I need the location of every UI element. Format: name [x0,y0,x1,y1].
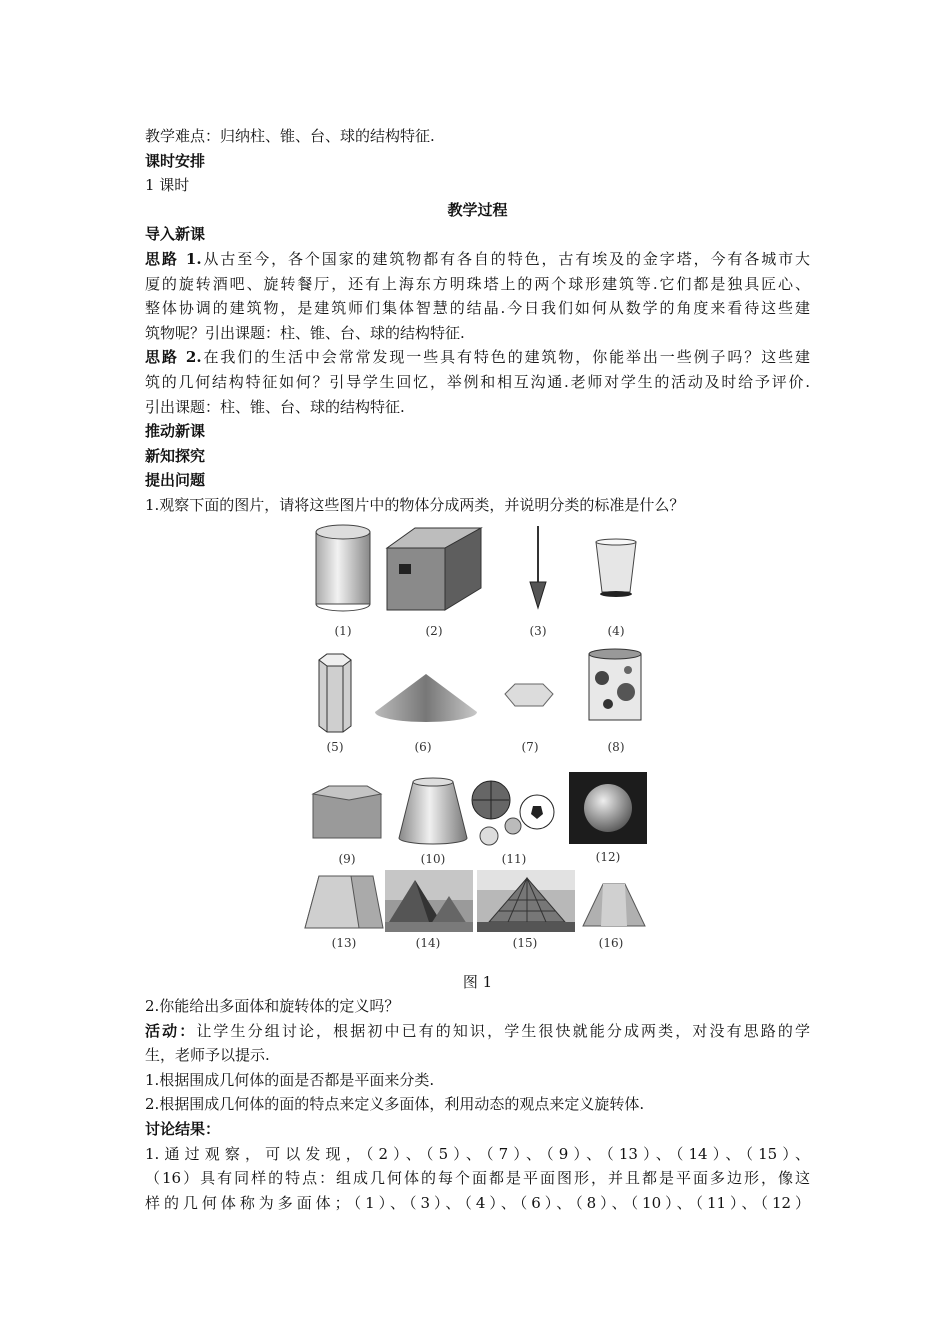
idea2-line-2: 筑的几何结构特征如何？引导学生回忆，举例和相互沟通.老师对学生的活动及时给予评价. [145,372,810,391]
glass-pyramid-photo [477,870,575,932]
process-heading: 教学过程 [447,200,508,219]
figure-label-14: (14) [415,935,441,950]
figure-caption: 图 1 [462,972,493,991]
pyramidal-frustum-image [303,874,385,930]
figure-label-1: (1) [334,623,352,638]
figure-label-7: (7) [521,739,539,754]
figure-label-2: (2) [425,623,443,638]
question-2: 2.你能给出多面体和旋转体的定义吗？ [145,997,400,1016]
document-page [145,124,810,1215]
balls-image [471,778,557,848]
cup-image [593,538,639,600]
hexagonal-prism-image [313,652,357,734]
idea1-text-a: 从古至今，各个国家的建筑物都有各自的特色，古有埃及的金字塔，今有各城市大 [201,249,810,268]
figure-label-12: (12) [595,849,621,864]
figure-label-16: (16) [598,935,624,950]
result-1-line-1: 1.通过观察，可以发现，（2）、（5）、（7）、（9）、（13）、（14）、（15）、 [145,1144,810,1163]
figure-label-9: (9) [338,851,356,866]
figure-label-10: (10) [420,851,446,866]
activity-line-1 [145,1019,810,1044]
figure-label-5: (5) [326,739,344,754]
intro-heading: 导入新课 [145,225,206,244]
square-frustum-image [581,882,647,928]
result-1-line-2: （16）具有同样的特点：组成几何体的每个面都是平面图形，并且都是平面多边形，像这 [145,1169,810,1188]
result-1-line-3: 样的几何体称为多面体；（1）、（3）、（4）、（6）、（8）、（10）、（11）、（12） [145,1193,810,1212]
idea1-line-3: 整体协调的建筑物，是建筑师们集体智慧的结晶.今日我们如何从数学的角度来看待这些建 [145,299,810,318]
cylinder-image [313,524,373,614]
activity-text-a: 让学生分组讨论，根据初中已有的知识，学生很快就能分成两类，对没有思路的学 [196,1021,810,1040]
decorated-jar-image [586,648,644,726]
figure-1 [145,522,810,962]
idea1-line-1 [145,247,810,272]
discussion-heading: 讨论结果： [145,1120,221,1139]
activity-line-2: 生，老师予以提示. [145,1046,270,1065]
explore-heading: 新知探究 [145,446,206,465]
hint-2: 2.根据围成几何体的面的特点来定义多面体，利用动态的观点来定义旋转体. [145,1095,645,1114]
question-heading: 提出问题 [145,471,206,490]
figure-label-15: (15) [512,935,538,950]
advance-heading: 推动新课 [145,422,206,441]
idea2-line-3: 引出课题：柱、锥、台、球的结构特征. [145,397,405,416]
pentagonal-prism-image [309,784,385,844]
hexagonal-tile-image [503,682,555,708]
figure-label-3: (3) [529,623,547,638]
teaching-difficulty: 教学难点：归纳柱、锥、台、球的结构特征. [145,127,435,145]
activity-label: 活动： [145,1021,197,1040]
idea1-line-2: 厦的旋转酒吧、旋转餐厅，还有上海东方明珠塔上的两个球形建筑等.它们都是独具匠心、 [145,274,810,293]
plumb-bob-image [528,526,548,610]
box-image [385,526,485,612]
schedule-value: 1 课时 [145,176,190,195]
figure-label-6: (6) [414,739,432,754]
sphere-image [569,772,647,844]
idea2-text-a: 在我们的生活中会常常发现一些具有特色的建筑物，你能举出一些例子吗？这些建 [201,348,810,367]
idea1-label: 思路 1. [145,249,202,268]
figure-label-4: (4) [607,623,625,638]
cone-image [373,672,479,724]
idea2-label: 思路 2. [145,348,202,367]
figure-label-11: (11) [501,851,527,866]
question-1: 1.观察下面的图片，请将这些图片中的物体分成两类，并说明分类的标准是什么？ [145,495,685,514]
figure-label-13: (13) [331,935,357,950]
hint-1: 1.根据围成几何体的面是否都是平面来分类. [145,1070,435,1089]
pyramids-photo [385,870,473,932]
idea2-line-1 [145,345,810,370]
idea1-line-4: 筑物呢？引出课题：柱、锥、台、球的结构特征. [145,323,465,342]
figure-label-8: (8) [607,739,625,754]
schedule-heading: 课时安排 [145,151,206,170]
conical-frustum-image [397,774,469,846]
